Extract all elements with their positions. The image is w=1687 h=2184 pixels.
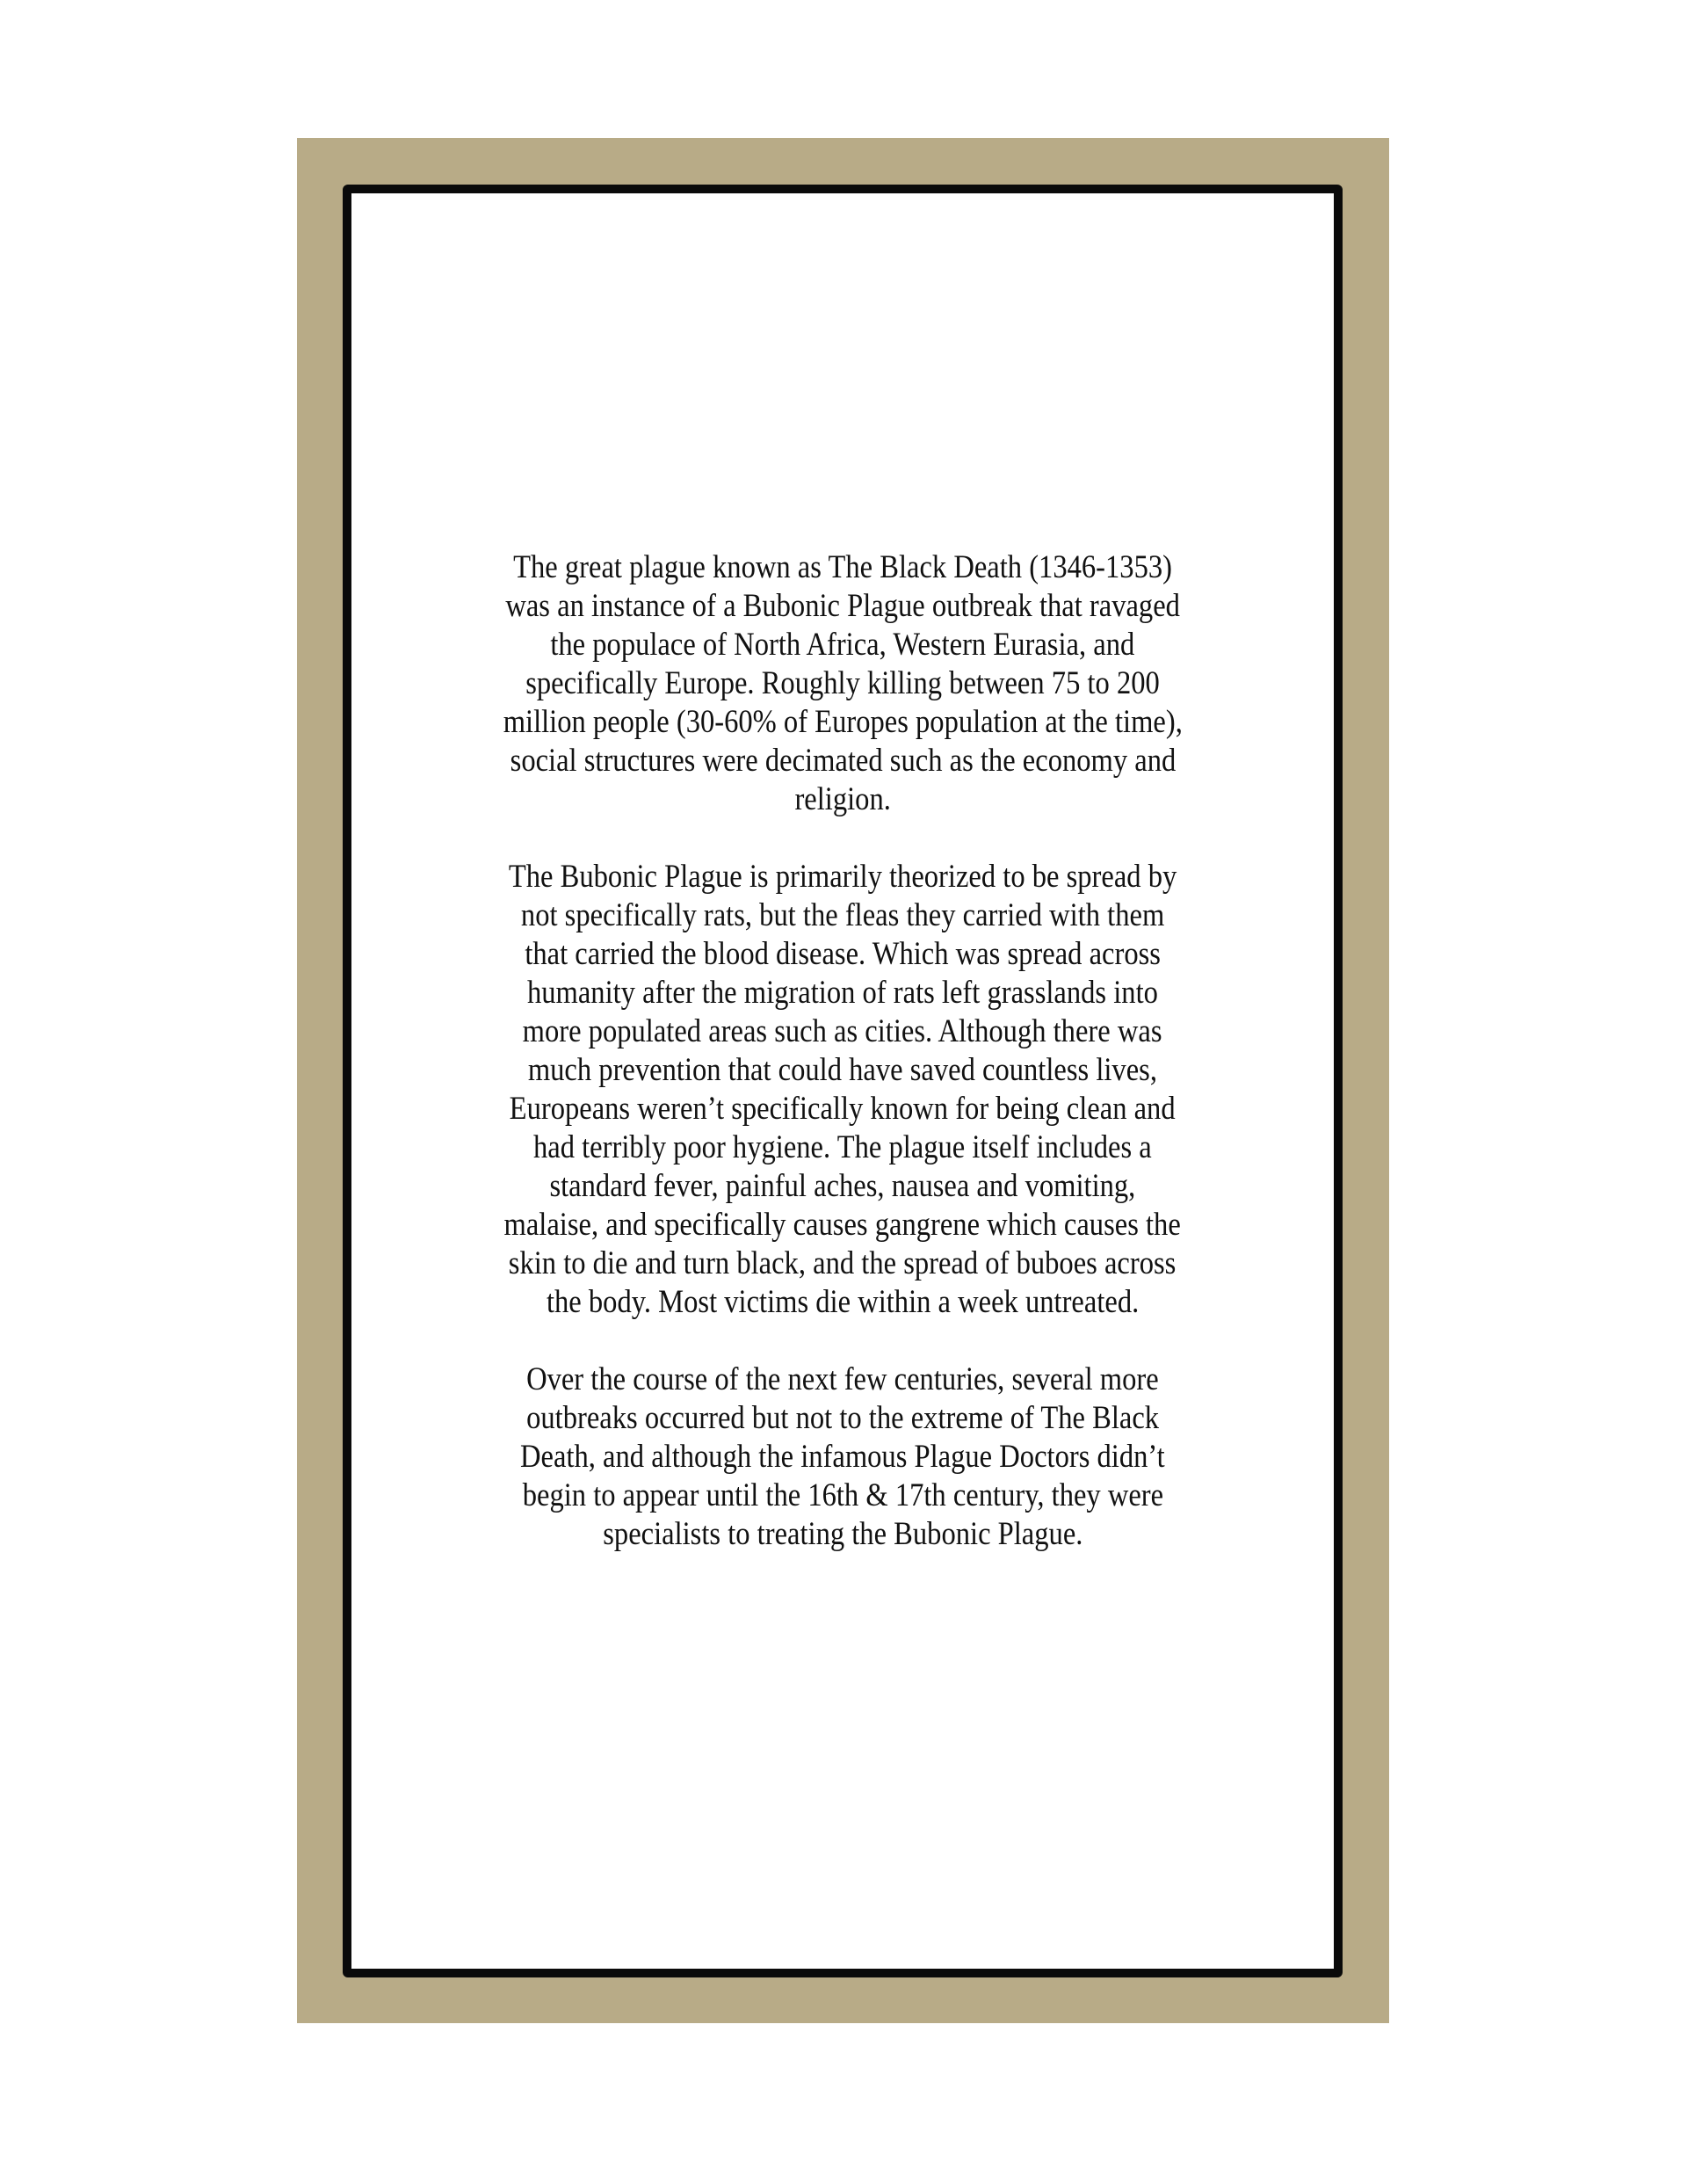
text-line: Europeans weren’t specifically known for being clean and [510,1091,1176,1127]
text-line: the populace of North Africa, Western Eurasia, and [550,627,1135,663]
paragraph-bubonic-spread [351,858,1334,1322]
text-line: begin to appear until the 16th & 17th century, they were [522,1477,1163,1513]
text-line: Death, and although the infamous Plague Doctors didn’t [520,1439,1165,1475]
text-line: skin to die and turn black, and the spread of buboes across [509,1245,1177,1281]
paragraph-black-death-intro [351,548,1334,819]
body-text [351,548,1334,1593]
text-line: The Bubonic Plague is primarily theorized to be spread by [508,859,1177,895]
text-line: was an instance of a Bubonic Plague outbreak that ravaged [505,588,1180,624]
text-line: outbreaks occurred but not to the extreme of The Black [525,1400,1160,1436]
text-line: much prevention that could have saved countless lives, [527,1052,1158,1088]
text-line: that carried the blood disease. Which was spread across [525,936,1161,972]
text-line: not specifically rats, but the fleas they carried with them [520,897,1165,933]
text-line: had terribly poor hygiene. The plague itself includes a [533,1129,1152,1165]
text-line: specifically Europe. Roughly killing between 75 to 200 [525,665,1160,701]
text-line: more populated areas such as cities. Although there was [523,1013,1162,1049]
text-line: social structures were decimated such as the economy and [510,743,1176,779]
text-line: religion. [794,781,891,817]
text-line: humanity after the migration of rats left grasslands into [527,975,1158,1011]
text-line: Over the course of the next few centuries, several more [526,1361,1159,1397]
text-line: specialists to treating the Bubonic Plague. [602,1516,1083,1552]
text-line: million people (30-60% of Europes population at the time), [503,704,1183,740]
text-line: the body. Most victims die within a week untreated. [546,1284,1140,1320]
text-line: The great plague known as The Black Death (1346-1353) [513,549,1172,585]
text-line: standard fever, painful aches, nausea and vomiting, [549,1168,1136,1204]
text-line: malaise, and specifically causes gangrene which causes the [503,1207,1182,1243]
paragraph-later-outbreaks [351,1360,1334,1554]
